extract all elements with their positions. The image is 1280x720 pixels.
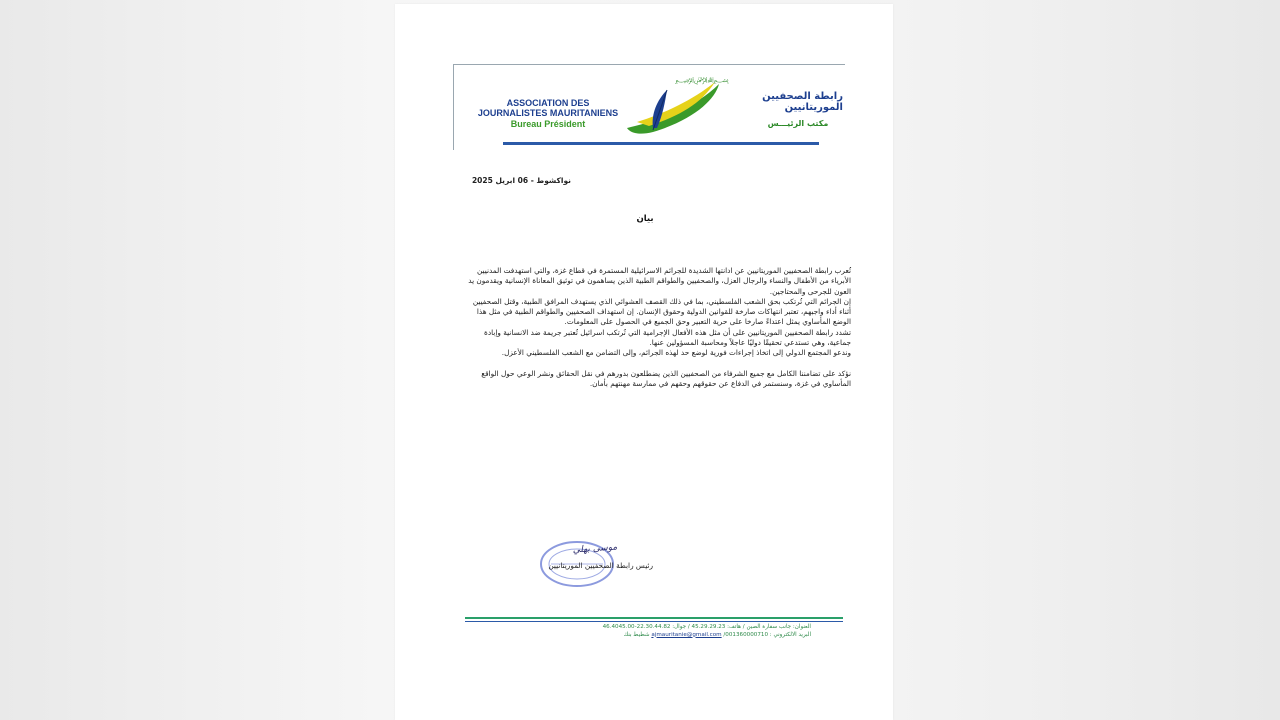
document-title: بيان xyxy=(636,214,654,224)
letterhead xyxy=(453,64,845,150)
signatory-title: رئيس رابطة الصحفيين الموريتانيين xyxy=(548,561,653,570)
latin-subtitle: Bureau Président xyxy=(510,119,586,129)
body-paragraph-5: نؤكد على تضامننا الكامل مع جميع الشرفاء من الصحفيين الذين يضطلعون بدورهم في نقل الحقائق ونشر الوعي حول الواقع المأساوي في غزة، وسنستمر في الدفاع عن حقوقهم وحقهم في ممارسة مهنتهم بأمان. xyxy=(481,368,851,388)
signatory-name: موسى بهلي xyxy=(572,542,618,556)
footer-rule-blue xyxy=(465,621,843,622)
body-paragraph-3: تشدد رابطة الصحفيين الموريتانيين على أن مثل هذه الأفعال الإجرامية التي تُرتكب اسرائيل تُعتبر جريمة ضد الانسانية وإبادة جماعية، وهي تستدعي تحقيقًا دوليًا عاجلاً ومحاسبة المسؤولين عنها. xyxy=(484,327,851,348)
svg-text:﷽: ﷽ xyxy=(675,76,729,84)
body-paragraph-2: إن الجرائم التي تُرتكب بحق الشعب الفلسطيني، بما في ذلك القصف العشوائي الذي يستهدف المرافق الطبية، وقتل الصحفيين أثناء أداء واجبهم، تعتبر انتهاكات صارخة للقوانين الدولية وحقوق الإنسان. إن استهداف الصحفيين والطواقم الطبية في مثل هذا الوضع المأساوي يمثل اعتداءً صارخا على حرية التعبير وحق الجميع في الحصول على المعلومات. xyxy=(472,296,851,327)
footer-rule-green xyxy=(465,617,843,619)
body-paragraph-4: وندعو المجتمع الدولي إلى اتخاذ إجراءات فورية لوضع حد لهذه الجرائم، وإلى التضامن مع الشعب الفلسطيني الأعزل. xyxy=(501,348,851,358)
footer-contact xyxy=(475,624,811,639)
quill-feather-logo-icon xyxy=(623,70,729,140)
arabic-subtitle: مكتب الرئيـــس xyxy=(767,119,829,128)
statement-body xyxy=(465,266,851,389)
letterhead-left-border xyxy=(453,64,454,150)
latin-name-line1: ASSOCIATION DES xyxy=(506,98,590,108)
latin-association-name xyxy=(467,98,629,118)
letterhead-bottom-rule xyxy=(503,142,819,145)
footer-address-line: العنوان: جانب سفارة الصين / هاتف: 45.29.29.23 / جوال: 22.30.44.82-46.4045.00 xyxy=(602,624,811,630)
footer-email-link[interactable]: ajmauritanie@gmail.com xyxy=(651,631,722,638)
footer-email-line xyxy=(475,632,811,640)
latin-name-line2: JOURNALISTES MAURITANIENS xyxy=(477,108,619,118)
document-page xyxy=(395,4,893,720)
footer-email-label: البريد الالكتروني : xyxy=(769,631,811,638)
letterhead-top-border xyxy=(453,64,845,65)
body-paragraph-1: تُعرب رابطة الصحفيين الموريتانيين عن ادانتها الشديدة للجرائم الاسرائيلية المستمرة في قطاع غزة، والتي استهدفت المدنيين الأبرياء من الأطفال والنساء والرجال العزل، والصحفيين والطواقم الطبية الذين يساهمون في توثيق المعاناة الإنسانية ويقدمون يد العون للجرحى والمحتاجين. xyxy=(468,266,851,296)
document-date: نواكشوط - 06 ابريل 2025 xyxy=(471,176,571,185)
arabic-association-name: رابطة الصحفيين الموريتانيين xyxy=(762,91,843,113)
footer-bank: /001360000710 شطيط بنك xyxy=(623,631,769,638)
